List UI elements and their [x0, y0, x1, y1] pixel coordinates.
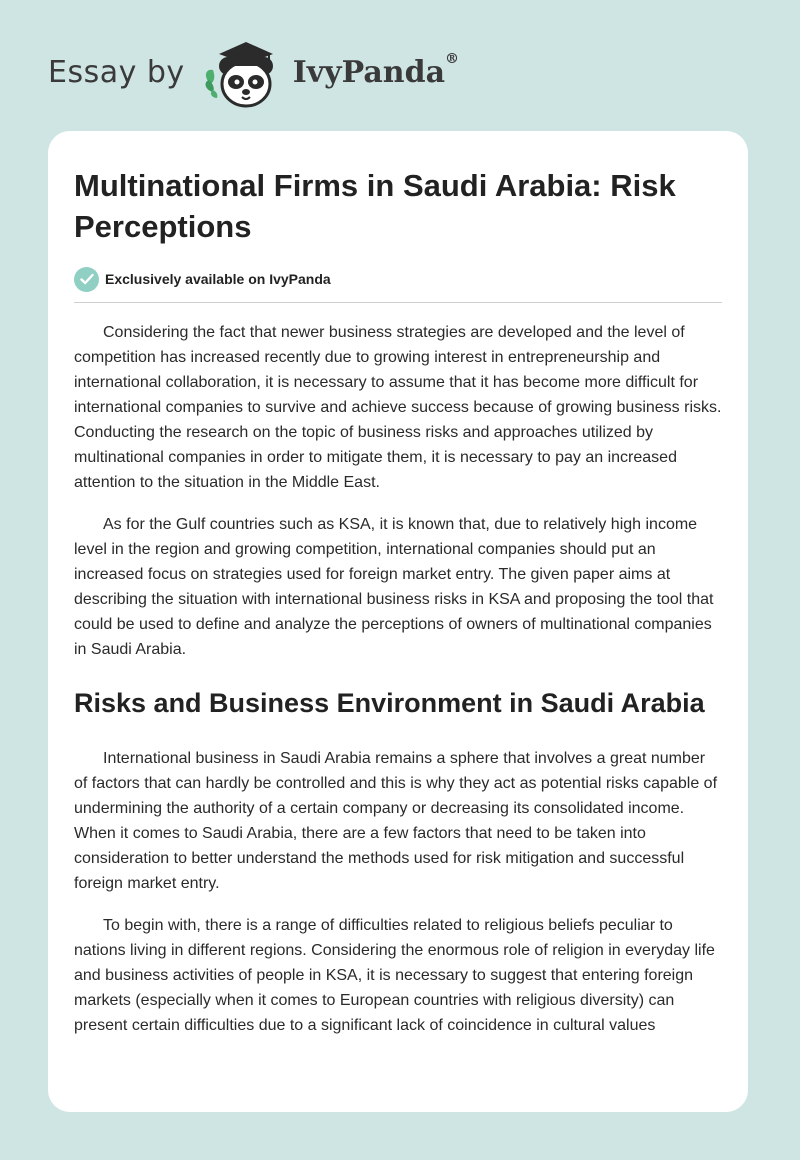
brand-prefix: Essay by [48, 54, 185, 90]
article-title: Multinational Firms in Saudi Arabia: Risk Perceptions [74, 168, 676, 244]
badge-label: Exclusively available on IvyPanda [105, 271, 331, 287]
section-heading: Risks and Business Environment in Saudi Arabia [74, 688, 705, 718]
paragraph: To begin with, there is a range of difficulties related to religious beliefs peculiar to nations living in different regions. Considering the enormous role of religion in everyday life and business activities of people in KSA, it is necessary to suggest that entering foreign markets (especially when it comes to European countries with religious diversity) can present certain difficulties due to a significant lack of coincidence in cultural values [74, 917, 715, 1034]
check-circle-icon [74, 267, 99, 292]
registered-mark: ® [445, 50, 460, 67]
panda-graduate-icon[interactable] [201, 32, 291, 112]
paragraph: As for the Gulf countries such as KSA, it is known that, due to relatively high income level in the region and growing competition, international companies should put an increased focus on strategies used for foreign market entry. The given paper aims at describing the situation with international business risks in KSA and proposing the tool that could be used to define and analyze the perceptions of owners of multinational companies in Saudi Arabia. [74, 516, 714, 658]
brand-header [48, 32, 459, 112]
divider [74, 302, 722, 303]
article-card [48, 131, 748, 1112]
paragraph: International business in Saudi Arabia remains a sphere that involves a great number of factors that can hardly be controlled and this is why they act as potential risks capable of undermining the authority of a certain company or decreasing its consolidated income. When it comes to Saudi Arabia, there are a few factors that need to be taken into consideration to better understand the methods used for risk mitigation and successful foreign market entry. [74, 750, 718, 892]
paragraph: Considering the fact that newer business strategies are developed and the level of competition has increased recently due to growing interest in entrepreneurship and international collaboration, it is necessary to assume that it has become more difficult for international companies to survive and achieve success because of growing business risks. Conducting the research on the topic of business risks and approaches utilized by multinational companies in order to mitigate them, it is necessary to pay an increased attention to the situation in the Middle East. [74, 324, 722, 491]
brand-name-text: IvyPanda [292, 54, 446, 90]
brand-name [292, 50, 460, 90]
exclusive-badge [74, 266, 722, 292]
